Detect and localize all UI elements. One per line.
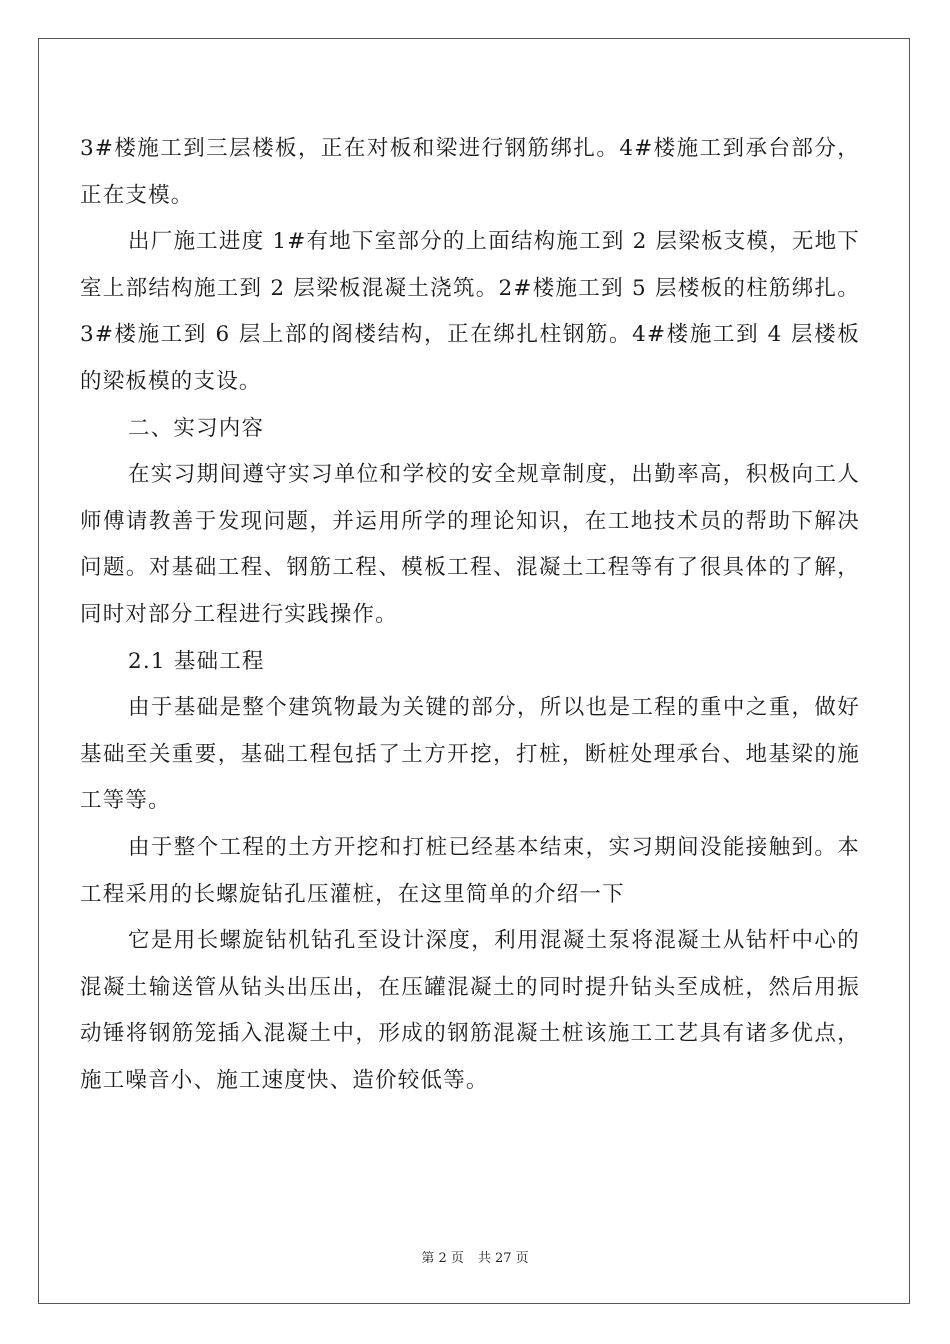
paragraph-foundation-importance: 由于基础是整个建筑物最为关键的部分，所以也是工程的重中之重，做好基础至关重要，基础工程包括了土方开挖，打桩，断桩处理承台、地基梁的施工等等。: [80, 695, 860, 814]
paragraph-factory-progress: 出厂施工进度 1#有地下室部分的上面结构施工到 2 层梁板支模，无地下室上部结构施工到 2 层梁板混凝土浇筑。2#楼施工到 5 层楼板的柱筋绑扎。3#楼施工到 6 层上部的阁楼结构，正在绑扎柱钢筋。4#楼施工到 4 层楼板的梁板模的支设。: [80, 229, 860, 394]
page-total: 共 27 页: [477, 1251, 529, 1266]
subsection-heading-foundation: 2.1 基础工程: [128, 648, 265, 674]
section-heading-internship-content: 二、实习内容: [128, 415, 265, 441]
paragraph-piling-process: 它是用长螺旋钻机钻孔至设计深度，利用混凝土泵将混凝土从钻杆中心的混凝土输送管从钻头出压出，在压罐混凝土的同时提升钻头至成桩，然后用振动锤将钢筋笼插入混凝土中，形成的钢筋混凝土桩该施工工艺具有诸多优点，施工噪音小、施工速度快、造价较低等。: [80, 928, 860, 1093]
page-number: 第 2 页: [421, 1251, 464, 1266]
page-footer: [0, 1247, 950, 1266]
paragraph-internship-summary: 在实习期间遵守实习单位和学校的安全规章制度，出勤率高，积极向工人师傅请教善于发现问题，并运用所学的理论知识，在工地技术员的帮助下解决问题。对基础工程、钢筋工程、模板工程、混凝土工程等有了很具体的了解，同时对部分工程进行实践操作。: [80, 462, 860, 627]
paragraph-piling-intro: 由于整个工程的土方开挖和打桩已经基本结束，实习期间没能接触到。本工程采用的长螺旋钻孔压灌桩，在这里简单的介绍一下: [80, 834, 860, 907]
paragraph-progress-buildings: 3#楼施工到三层楼板，正在对板和梁进行钢筋绑扎。4#楼施工到承台部分，正在支模。: [80, 136, 860, 208]
document-body: [80, 126, 860, 1104]
